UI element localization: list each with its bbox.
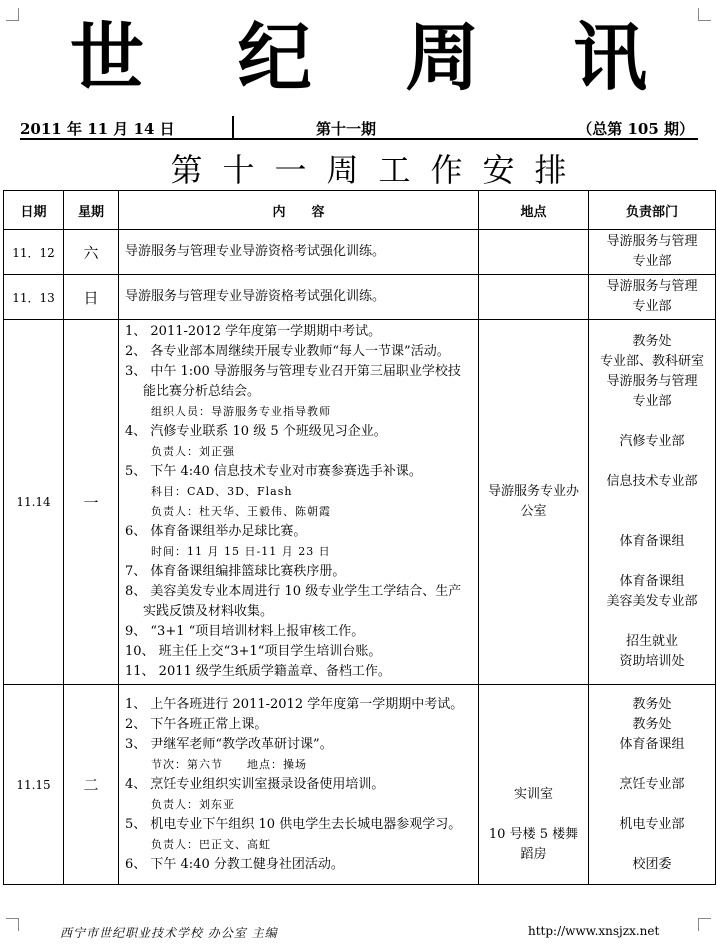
header-day: 星期: [64, 191, 119, 230]
content-line: 4、 烹饪专业组织实训室摄录设备使用培训。: [125, 776, 385, 792]
row-dept: [589, 230, 716, 275]
dept-line: 导游服务与管理: [606, 374, 698, 389]
row-day: 二: [64, 685, 119, 885]
table-row: [4, 685, 716, 885]
row-day: 六: [64, 230, 119, 275]
week-title: 第十一周工作安排: [170, 151, 587, 189]
row-place: 导游服务专业办公室: [479, 320, 589, 685]
dept-line: 专业部: [632, 394, 672, 409]
content-subline: 节次：第六节 地点：操场: [151, 757, 307, 771]
masthead: [0, 8, 717, 108]
dept-line: 机电专业部: [619, 816, 685, 832]
issue-separator: [232, 116, 234, 138]
issue-date: 2011 年 11 月 14 日: [20, 120, 175, 138]
dept-line: 体育备课组: [619, 534, 685, 549]
table-row: [4, 320, 716, 685]
dept-line: [591, 512, 713, 532]
dept-line: 汽修专业部: [619, 434, 685, 449]
row-date: 11．12: [4, 230, 64, 275]
dept-line: 体育备课组: [619, 574, 685, 589]
place-line: 实训室: [513, 787, 553, 802]
dept-line: 美容美发专业部: [606, 594, 698, 609]
content-subline: 负责人：刘正强: [151, 445, 235, 458]
dept-line: 导游服务与管理: [606, 279, 698, 294]
dept-line: 教务处: [632, 696, 672, 712]
content-line: 9、 “3+1 “项目培训材料上报审核工作。: [125, 624, 365, 639]
content-line: 3、 尹继军老师“教学改革研讨课”。: [125, 736, 333, 752]
row-dept: [589, 685, 716, 885]
schedule-table: [3, 190, 716, 885]
content-subline: 负责人：巴正文、高虹: [151, 837, 271, 851]
content-line: 6、 体育备课组举办足球比赛。: [125, 524, 307, 539]
content-line: 能比赛分析总结会。: [143, 384, 261, 399]
content-line: 5、 机电专业下午组织 10 供电学生去长城电器参观学习。: [125, 816, 462, 832]
row-date: 11.15: [4, 685, 64, 885]
row-content: [119, 320, 479, 685]
content-line: 7、 体育备课组编排篮球比赛秩序册。: [125, 564, 346, 579]
dept-line: 教务处: [632, 334, 672, 349]
header-dept: 负责部门: [589, 191, 716, 230]
content-line: 11、 2011 级学生纸质学籍盖章、备档工作。: [125, 664, 391, 679]
footer-editor: 西宁市世纪职业技术学校 办公室 主编: [60, 926, 278, 940]
row-place: [479, 230, 589, 275]
content-subline: 科目：CAD、3D、Flash: [151, 485, 293, 498]
dept-line: [591, 492, 713, 512]
corner-mark: [6, 918, 19, 931]
row-dept: [589, 320, 716, 685]
content-line: 实践反馈及材料收集。: [143, 604, 274, 619]
row-place: [479, 275, 589, 320]
header-row: [4, 191, 716, 230]
row-content: [119, 230, 479, 275]
masthead-title: 世 纪 周 讯: [69, 15, 682, 101]
row-date: 11．13: [4, 275, 64, 320]
dept-line: [591, 835, 713, 855]
content-line: 5、 下午 4:40 信息技术专业对市赛参赛选手补课。: [125, 464, 422, 479]
issue-line: [20, 116, 698, 140]
content-subline: 组织人员：导游服务专业指导教师: [151, 405, 331, 418]
content-subline: 负责人：刘东亚: [151, 797, 235, 811]
row-day: 一: [64, 320, 119, 685]
content-line: 4、 汽修专业联系 10 级 5 个班级见习企业。: [125, 424, 387, 439]
row-content: [119, 275, 479, 320]
dept-line: [591, 795, 713, 815]
content-line: 6、 下午 4:40 分教工健身社团活动。: [125, 856, 344, 872]
dept-line: 专业部: [632, 299, 672, 314]
content-line: 导游服务与管理专业导游资格考试强化训练。: [125, 289, 386, 304]
header-place: 地点: [479, 191, 589, 230]
issue-total: （总第 105 期）: [577, 120, 694, 138]
dept-line: [591, 552, 713, 572]
dept-line: [591, 612, 713, 632]
content-line: 2、 下午各班正常上课。: [125, 716, 268, 732]
dept-line: 导游服务与管理: [606, 234, 698, 249]
table-row: [4, 230, 716, 275]
row-date: 11.14: [4, 320, 64, 685]
table-row: [4, 275, 716, 320]
header-date: 日期: [4, 191, 64, 230]
corner-mark: [698, 918, 711, 931]
content-line: 10、 班主任上交“3+1“项目学生培训台账。: [125, 644, 382, 659]
dept-line: 信息技术专业部: [606, 474, 698, 489]
footer: [0, 922, 717, 942]
content-line: 导游服务与管理专业导游资格考试强化训练。: [125, 244, 386, 259]
dept-line: 资助培训处: [619, 654, 685, 669]
content-line: 1、 上午各班进行 2011-2012 学年度第一学期期中考试。: [125, 696, 464, 712]
row-day: 日: [64, 275, 119, 320]
footer-url[interactable]: http://www.xnsjzx.net: [528, 924, 660, 938]
content-line: 2、 各专业部本周继续开展专业教师“每人一节课”活动。: [125, 344, 450, 359]
dept-line: [591, 452, 713, 472]
dept-line: 教务处: [632, 716, 672, 732]
row-content: [119, 685, 479, 885]
dept-line: 烹饪专业部: [619, 776, 685, 792]
content-subline: 负责人：杜天华、王毅伟、陈朝霞: [151, 505, 331, 518]
dept-line: 专业部、教科研室: [599, 354, 704, 369]
content-subline: 时间：11 月 15 日-11 月 23 日: [151, 545, 331, 558]
header-content: 内 容: [119, 191, 479, 230]
dept-line: 招生就业: [625, 634, 678, 649]
dept-line: 体育备课组: [619, 736, 685, 752]
dept-line: [591, 412, 713, 432]
content-line: 3、 中午 1:00 导游服务与管理专业召开第三届职业学校技: [125, 364, 461, 379]
content-line: 8、 美容美发专业本周进行 10 级专业学生工学结合、生产: [125, 584, 462, 599]
dept-line: 校团委: [632, 856, 672, 872]
content-line: 1、 2011-2012 学年度第一学期期中考试。: [125, 324, 382, 339]
place-line: 10 号楼 5 楼舞蹈房: [488, 827, 579, 862]
row-dept: [589, 275, 716, 320]
row-place: [479, 685, 589, 885]
dept-line: 专业部: [632, 254, 672, 269]
issue-number: 第十一期: [316, 120, 377, 138]
dept-line: [591, 755, 713, 775]
